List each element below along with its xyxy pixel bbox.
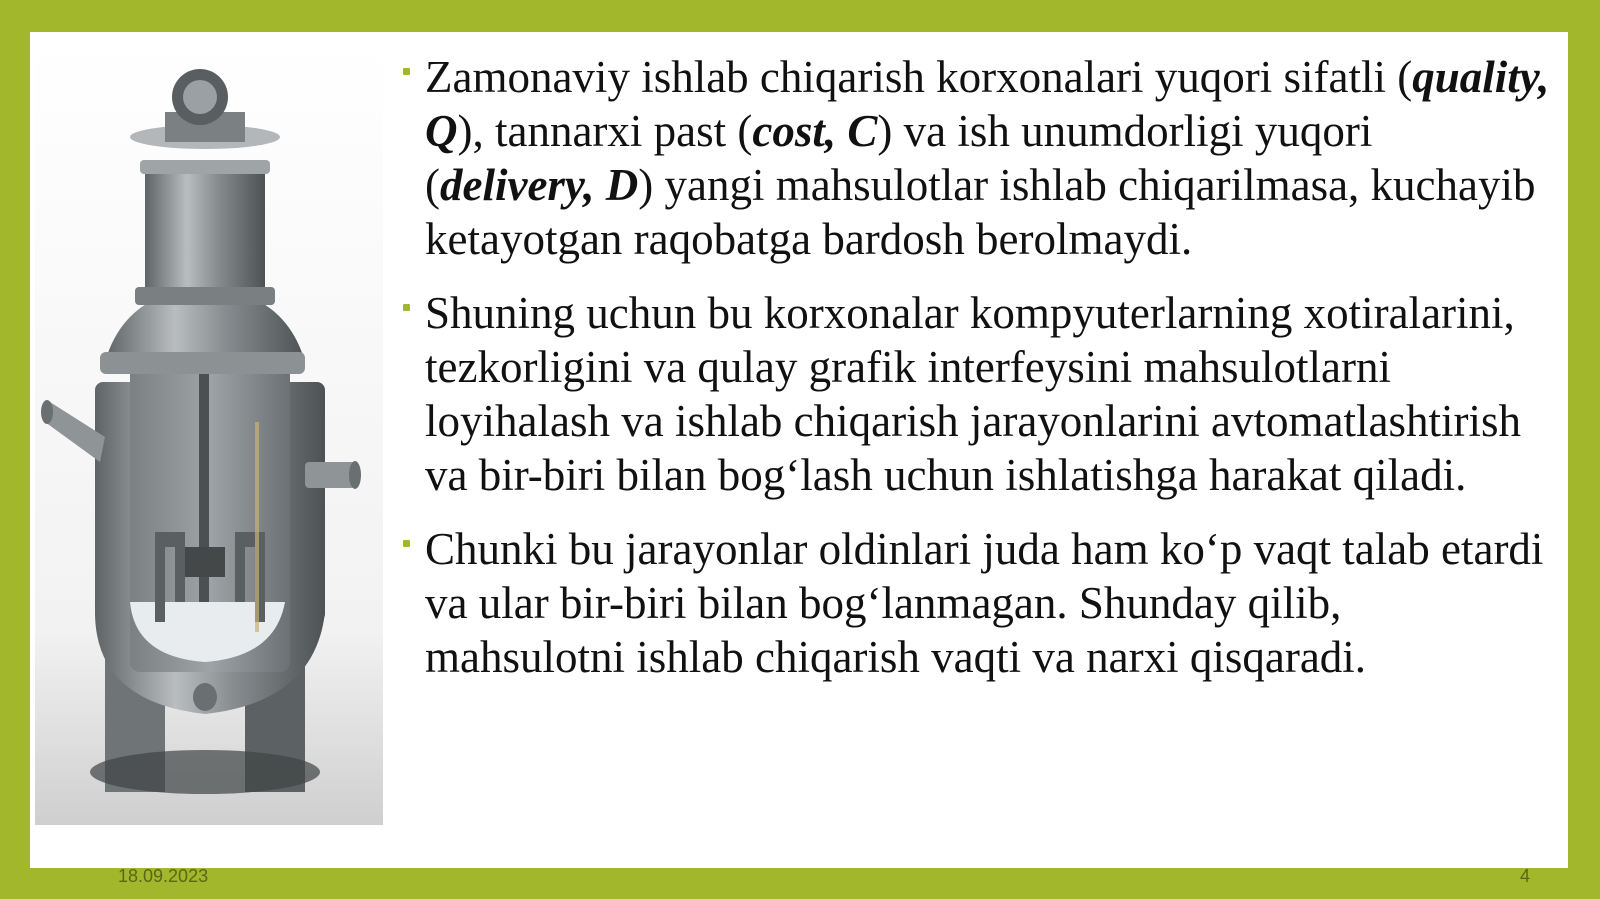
footer-date: 18.09.2023 <box>118 866 209 886</box>
page-number: 4 <box>1520 866 1531 886</box>
bullet-1-cost: cost, C <box>752 106 878 156</box>
bullet-1-quality: quality, Q <box>425 52 1550 156</box>
bullet-2-text: Shuning uchun bu korxonalar kompyuterlarning xotiralarini, tezkorligini va qulay grafik interfeysini mahsulotlarni loyihalash va ishlab chiqarish jarayonlarini avtomatlashtirish va bir-biri bilan bog‘lash uchun ishlatishga harakat qiladi. <box>425 288 1521 500</box>
bullet-1-text-b: ), tannarxi past ( <box>457 106 753 156</box>
bullet-item-2 <box>400 286 1550 502</box>
bullet-icon <box>403 304 410 311</box>
reactor-vessel-image <box>35 42 383 825</box>
bullet-icon <box>403 68 410 75</box>
bullet-icon <box>403 540 410 547</box>
bullet-3-text: Chunki bu jarayonlar oldinlari juda ham ko‘p vaqt talab etardi va ular bir-biri bilan bog‘lanmagan. Shunday qilib, mahsulotni ishlab chiqarish vaqti va narxi qisqaradi. <box>425 524 1544 682</box>
slide-body <box>400 50 1550 704</box>
bullet-1-text-a: Zamonaviy ishlab chiqarish korxonalari yuqori sifatli ( <box>425 52 1413 102</box>
bullet-item-1 <box>400 50 1550 266</box>
bullet-1-text-c: ) va ish unumdorligi yuqori ( <box>425 106 1373 210</box>
bullet-item-3 <box>400 522 1550 684</box>
bullet-1-delivery: delivery, D <box>440 160 639 210</box>
bullet-1-text-d: ) yangi mahsulotlar ishlab chiqarilmasa, kuchayib ketayotgan raqobatga bardosh berolmaydi. <box>425 160 1536 264</box>
